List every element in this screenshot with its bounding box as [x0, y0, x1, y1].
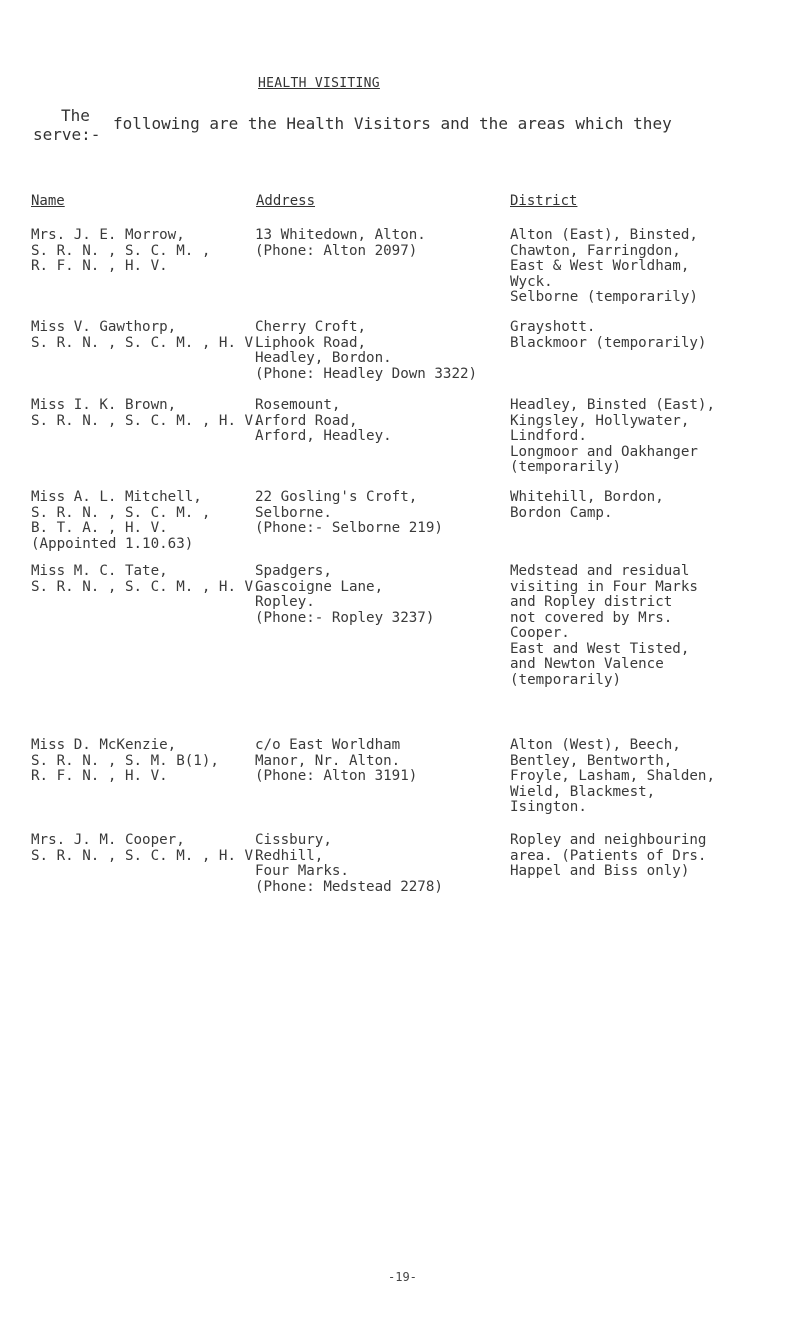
- intro-the: The: [61, 106, 90, 125]
- visitor-address: Cissbury, Redhill, Four Marks. (Phone: Medstead 2278): [255, 832, 443, 895]
- visitor-district: Grayshott. Blackmoor (temporarily): [510, 319, 707, 351]
- visitor-district: Headley, Binsted (East), Kingsley, Hollywater, Lindford. Longmoor and Oakhanger (temporarily): [510, 397, 715, 475]
- visitor-address: Spadgers, Gascoigne Lane, Ropley. (Phone:- Ropley 3237): [255, 563, 435, 626]
- column-header-address: Address: [256, 193, 316, 209]
- visitor-district: Ropley and neighbouring area. (Patients of Drs. Happel and Biss only): [510, 832, 707, 879]
- visitor-name: Miss I. K. Brown, S. R. N. , S. C. M. , H. V.: [31, 397, 262, 429]
- page-number: -19-: [388, 1270, 417, 1284]
- visitor-name: Miss A. L. Mitchell, S. R. N. , S. C. M. , B. T. A. , H. V. (Appointed 1.10.63): [31, 489, 211, 552]
- visitor-name: Mrs. J. E. Morrow, S. R. N. , S. C. M. , R. F. N. , H. V.: [31, 227, 211, 274]
- visitor-district: Whitehill, Bordon, Bordon Camp.: [510, 489, 664, 521]
- visitor-name: Mrs. J. M. Cooper, S. R. N. , S. C. M. , H. V.: [31, 832, 262, 864]
- visitor-address: c/o East Worldham Manor, Nr. Alton. (Phone: Alton 3191): [255, 737, 418, 784]
- intro-line-2: serve:-: [33, 125, 101, 144]
- intro-line-1: following are the Health Visitors and the areas which they: [113, 114, 672, 133]
- page-heading: HEALTH VISITING: [258, 76, 380, 91]
- visitor-address: 13 Whitedown, Alton. (Phone: Alton 2097): [255, 227, 426, 259]
- visitor-district: Medstead and residual visiting in Four Marks and Ropley district not covered by Mrs. Cooper. East and West Tisted, and Newton Valence (temporarily): [510, 563, 698, 688]
- column-header-name: Name: [31, 193, 65, 209]
- visitor-district: Alton (East), Binsted, Chawton, Farringdon, East & West Worldham, Wyck. Selborne (temporarily): [510, 227, 698, 305]
- visitor-address: Rosemount, Arford Road, Arford, Headley.: [255, 397, 392, 444]
- visitor-name: Miss M. C. Tate, S. R. N. , S. C. M. , H. V.: [31, 563, 262, 595]
- visitor-name: Miss V. Gawthorp, S. R. N. , S. C. M. , H. V.: [31, 319, 262, 351]
- column-header-district: District: [510, 193, 578, 209]
- visitor-address: 22 Gosling's Croft, Selborne. (Phone:- Selborne 219): [255, 489, 443, 536]
- visitor-address: Cherry Croft, Liphook Road, Headley, Bordon. (Phone: Headley Down 3322): [255, 319, 478, 382]
- visitor-district: Alton (West), Beech, Bentley, Bentworth, Froyle, Lasham, Shalden, Wield, Blackmest, Isington.: [510, 737, 715, 815]
- visitor-name: Miss D. McKenzie, S. R. N. , S. M. B(1), R. F. N. , H. V.: [31, 737, 219, 784]
